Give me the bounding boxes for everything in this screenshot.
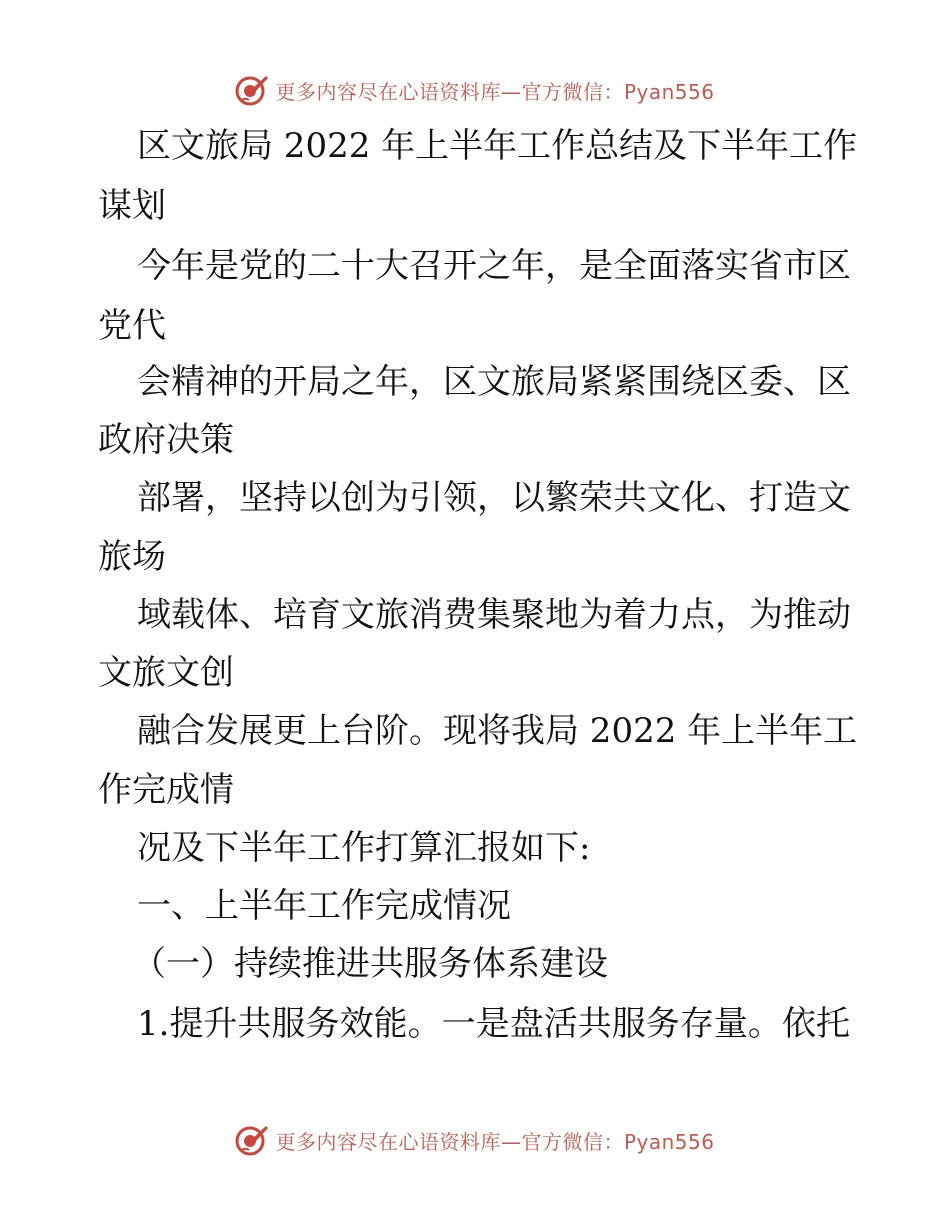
paragraph-line-tail: 作完成情 [98, 770, 234, 810]
paragraph-line-tail: 旅场 [98, 537, 166, 577]
paragraph-line: 部署，坚持以创为引领，以繁荣共文化、打造文 [137, 478, 851, 518]
subsection-heading: （一）持续推进共服务体系建设 [132, 944, 608, 984]
paragraph-line: 1.提升共服务效能。一是盘活共服务存量。依托 [137, 1004, 850, 1044]
paragraph-line: 融合发展更上台阶。现将我局 2022 年上半年工 [137, 711, 858, 751]
paragraph-line-tail: 政府决策 [98, 420, 234, 460]
pen-logo-icon [235, 1123, 269, 1157]
watermark-header [0, 70, 950, 110]
paragraph-line-tail: 党代 [98, 306, 166, 346]
paragraph-line: 域载体、培育文旅消费集聚地为着力点，为推动 [137, 595, 851, 635]
pen-logo-icon [235, 73, 269, 107]
watermark-text: 更多内容尽在心语资料库—官方微信：Pyan556 [275, 79, 715, 104]
watermark-text: 更多内容尽在心语资料库—官方微信：Pyan556 [275, 1129, 715, 1154]
title-line: 区文旅局 2022 年上半年工作总结及下半年工作 [137, 126, 858, 166]
paragraph-line-tail: 文旅文创 [98, 653, 234, 693]
watermark-footer [0, 1120, 950, 1160]
paragraph-line: 况及下半年工作打算汇报如下: [137, 828, 591, 868]
paragraph-line: 会精神的开局之年，区文旅局紧紧围绕区委、区 [137, 362, 851, 402]
title-line-tail: 谋划 [98, 186, 166, 226]
paragraph-line: 今年是党的二十大召开之年，是全面落实省市区 [137, 246, 851, 286]
section-heading: 一、上半年工作完成情况 [137, 886, 511, 926]
